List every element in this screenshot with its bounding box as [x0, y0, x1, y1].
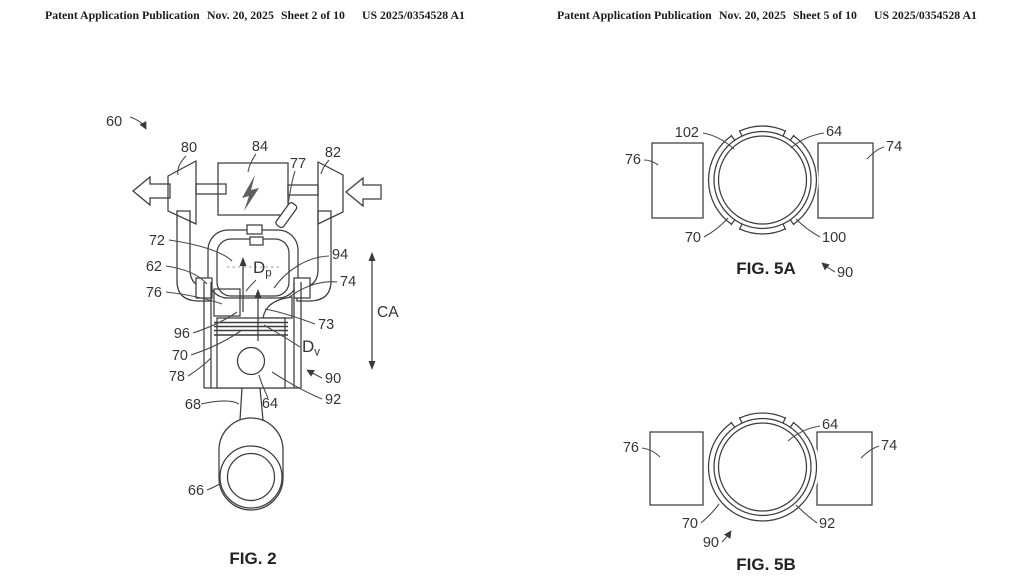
ref-76: 76: [145, 285, 162, 301]
ref-84: 84: [251, 139, 269, 155]
header-publication: Patent Application Publication: [557, 8, 712, 22]
ignition-box: [218, 163, 288, 215]
header-patent-number: US 2025/0354528 A1: [874, 8, 977, 22]
intake-arrow-icon: [346, 178, 381, 206]
cylinder-wall-left: [652, 143, 703, 218]
ref-66: 66: [187, 483, 205, 499]
ref-70: 70: [171, 348, 188, 364]
ref-90: 90: [837, 265, 854, 281]
ref-90: 90: [702, 535, 719, 551]
ref-96: 96: [173, 326, 190, 342]
piston: [214, 318, 288, 388]
cylinder-wall-right: [818, 143, 873, 218]
ref-70: 70: [681, 516, 698, 532]
dim-label-ca: CA: [377, 304, 399, 321]
header-patent-number: US 2025/0354528 A1: [362, 8, 465, 22]
ref-78: 78: [168, 369, 185, 385]
ref-80: 80: [180, 140, 198, 156]
header-sheet: Sheet 2 of 10: [281, 8, 345, 22]
ref-102: 102: [674, 125, 699, 141]
fig5-drawings: [512, 0, 1024, 576]
fig5b-drawing: [623, 410, 897, 574]
fig5a-drawing: [625, 124, 902, 281]
ref-77: 77: [289, 156, 307, 172]
injector-tip: [247, 225, 262, 234]
ref-64: 64: [261, 396, 279, 412]
ref-76: 76: [622, 440, 639, 456]
header-sheet: Sheet 5 of 10: [793, 8, 857, 22]
ref-72: 72: [148, 233, 165, 249]
ref-62: 62: [145, 259, 162, 275]
ref-92: 92: [819, 516, 836, 532]
ref-74: 74: [340, 274, 357, 290]
ref-74: 74: [881, 438, 898, 454]
ref-76: 76: [624, 152, 641, 168]
cylinder-wall-right: [817, 432, 872, 505]
cylinder-bore: [719, 136, 807, 224]
wrist-pin-bore: [238, 348, 265, 375]
ref-82: 82: [324, 145, 342, 161]
ref-64: 64: [822, 417, 839, 433]
fig5b-caption: FIG. 5B: [736, 555, 796, 574]
ref-68: 68: [184, 397, 202, 413]
fig2-caption: FIG. 2: [229, 549, 277, 568]
ref-70: 70: [684, 230, 701, 246]
cylinder-wall-left: [650, 432, 703, 505]
ref-100: 100: [822, 230, 847, 246]
ref-74: 74: [886, 139, 903, 155]
header-date: Nov. 20, 2025: [719, 8, 786, 22]
ref-60: 60: [106, 114, 123, 130]
exhaust-arrow-icon: [133, 177, 170, 205]
ref-94: 94: [332, 247, 349, 263]
ref-92: 92: [325, 392, 342, 408]
header-date: Nov. 20, 2025: [207, 8, 274, 22]
header-publication: Patent Application Publication: [45, 8, 200, 22]
patent-page-sheet5: [512, 0, 1024, 576]
fig5a-caption: FIG. 5A: [736, 259, 796, 278]
exhaust-port-block: [168, 161, 196, 224]
ref-64: 64: [826, 124, 843, 140]
dim-label-dv: $D_v$: [302, 337, 321, 359]
ref-73: 73: [318, 317, 335, 333]
ref-90: 90: [325, 371, 342, 387]
lightning-bolt-icon: [242, 175, 259, 211]
dim-label-dp: $D_p$: [253, 258, 272, 280]
